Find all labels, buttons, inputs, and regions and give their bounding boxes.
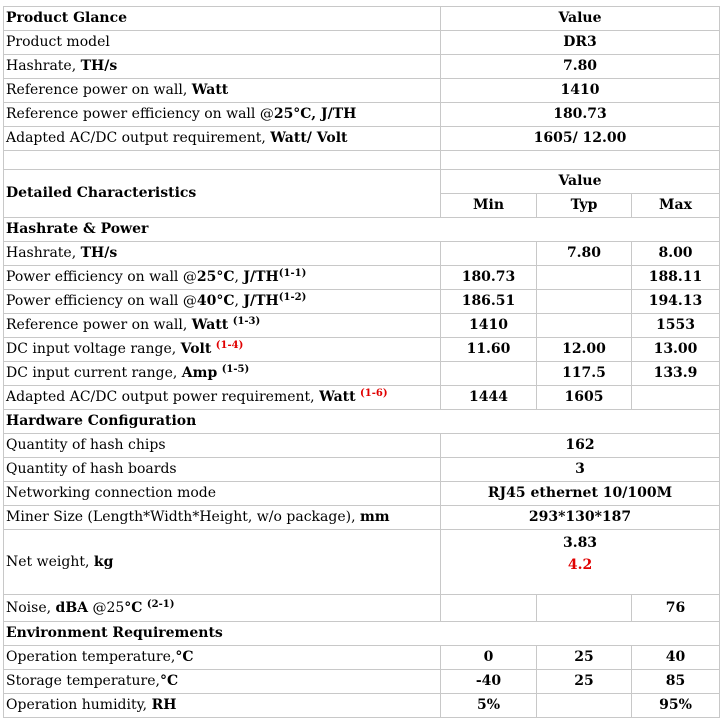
min-cell: 5%: [441, 694, 537, 718]
footnote-ref: (1-5): [221, 364, 250, 375]
table-row: [4, 458, 720, 482]
min-cell: [441, 242, 537, 266]
typ-cell: 25: [537, 646, 632, 670]
section-row: [4, 410, 720, 434]
row-label: Quantity of hash boards: [4, 458, 441, 482]
typ-cell: 7.80: [537, 242, 632, 266]
max-header: Max: [632, 194, 720, 218]
spacer-row: [4, 151, 720, 170]
typ-cell: [537, 595, 632, 622]
table-row: [4, 55, 720, 79]
min-cell: 180.73: [441, 266, 537, 290]
row-label: Storage temperature,°C: [4, 670, 441, 694]
section-row: [4, 622, 720, 646]
row-label: Adapted AC/DC output power requirement, Watt $^{(1-6)}$: [4, 386, 441, 410]
row-label: Miner Size (Length*Width*Height, w/o package), mm: [4, 506, 441, 530]
typ-cell: 1605: [537, 386, 632, 410]
row-value: RJ45 ethernet 10/100M: [441, 482, 720, 506]
table-row: [4, 103, 720, 127]
table-row: [4, 530, 720, 595]
table-row: [4, 242, 720, 266]
row-label: Networking connection mode: [4, 482, 441, 506]
max-cell: 85: [632, 670, 720, 694]
detailed-value-header: Value: [441, 170, 720, 194]
min-cell: [441, 362, 537, 386]
row-label: Operation humidity, RH: [4, 694, 441, 718]
glance-header: Product Glance: [4, 7, 441, 31]
table-row: [4, 694, 720, 718]
table-row: [4, 79, 720, 103]
detailed-header: Detailed Characteristics: [4, 170, 441, 218]
typ-cell: 12.00: [537, 338, 632, 362]
footnote-ref: (1-1): [278, 268, 307, 279]
glance-header-row: [4, 7, 720, 31]
typ-cell: 117.5: [537, 362, 632, 386]
spacer-cell: [4, 151, 441, 170]
table-row: [4, 31, 720, 55]
row-value: 7.80: [441, 55, 720, 79]
section-title-hardware: Hardware Configuration: [4, 410, 720, 434]
min-cell: 1444: [441, 386, 537, 410]
row-value: [441, 530, 720, 595]
row-label: Hashrate, TH/s: [4, 242, 441, 266]
row-label: Power efficiency on wall @25°C, J/TH$^{(1-1)}$: [4, 266, 441, 290]
row-label: Power efficiency on wall @40°C, J/TH$^{(1-2)}$: [4, 290, 441, 314]
table-row: [4, 482, 720, 506]
weight-value: 3.83: [562, 535, 598, 551]
min-cell: -40: [441, 670, 537, 694]
row-label: DC input voltage range, Volt $^{(1-4)}$: [4, 338, 441, 362]
row-value: 1605/ 12.00: [441, 127, 720, 151]
table-row: [4, 266, 720, 290]
typ-cell: [537, 314, 632, 338]
row-label: Reference power on wall, Watt $^{(1-3)}$: [4, 314, 441, 338]
typ-cell: 25: [537, 670, 632, 694]
max-cell: 188.11: [632, 266, 720, 290]
spec-sheet: [3, 6, 720, 718]
max-cell: 40: [632, 646, 720, 670]
row-label: DC input current range, Amp $^{(1-5)}$: [4, 362, 441, 386]
min-cell: 1410: [441, 314, 537, 338]
row-label: Adapted AC/DC output requirement, Watt/ Volt: [4, 127, 441, 151]
min-cell: 11.60: [441, 338, 537, 362]
max-cell: 1553: [632, 314, 720, 338]
max-cell: 133.9: [632, 362, 720, 386]
row-label: Noise, dBA @25°C $^{(2-1)}$: [4, 595, 441, 622]
table-row: [4, 290, 720, 314]
table-row: [4, 506, 720, 530]
table-row: [4, 595, 720, 622]
spacer-cell: [441, 151, 720, 170]
row-label: Reference power on wall, Watt: [4, 79, 441, 103]
min-cell: [441, 595, 537, 622]
max-cell: [632, 386, 720, 410]
table-row: [4, 127, 720, 151]
row-label: Reference power efficiency on wall @25°C, J/TH: [4, 103, 441, 127]
table-row: [4, 314, 720, 338]
row-label: Hashrate, TH/s: [4, 55, 441, 79]
row-value: 293*130*187: [441, 506, 720, 530]
table-row: [4, 434, 720, 458]
typ-header: Typ: [537, 194, 632, 218]
max-cell: 194.13: [632, 290, 720, 314]
footnote-ref: (1-2): [278, 292, 307, 303]
typ-cell: [537, 290, 632, 314]
table-row: [4, 670, 720, 694]
max-cell: 8.00: [632, 242, 720, 266]
section-title-hashrate-power: Hashrate & Power: [4, 218, 720, 242]
row-value: 3: [441, 458, 720, 482]
section-title-environment: Environment Requirements: [4, 622, 720, 646]
footnote-ref-red: (1-6): [360, 388, 388, 399]
footnote-ref-red: (1-4): [215, 340, 244, 351]
row-label: Product model: [4, 31, 441, 55]
table-row: [4, 362, 720, 386]
min-cell: 186.51: [441, 290, 537, 314]
max-cell: 13.00: [632, 338, 720, 362]
min-cell: 0: [441, 646, 537, 670]
section-row: [4, 218, 720, 242]
footnote-ref: (2-1): [146, 598, 175, 610]
row-value: DR3: [441, 31, 720, 55]
row-value: 1410: [441, 79, 720, 103]
row-label: Net weight, kg: [4, 530, 441, 595]
typ-cell: [537, 694, 632, 718]
spec-table: [3, 6, 720, 718]
row-value: 162: [441, 434, 720, 458]
row-label: Quantity of hash chips: [4, 434, 441, 458]
footnote-ref: (1-3): [232, 316, 261, 327]
max-cell: 95%: [632, 694, 720, 718]
weight-value-red: 4.2: [567, 557, 593, 573]
table-row: [4, 338, 720, 362]
row-label: Operation temperature,°C: [4, 646, 441, 670]
table-row: [4, 386, 720, 410]
max-cell: 76: [632, 595, 720, 622]
row-value: 180.73: [441, 103, 720, 127]
glance-value-header: Value: [441, 7, 720, 31]
detailed-header-row: [4, 170, 720, 194]
typ-cell: [537, 266, 632, 290]
table-row: [4, 646, 720, 670]
min-header: Min: [441, 194, 537, 218]
